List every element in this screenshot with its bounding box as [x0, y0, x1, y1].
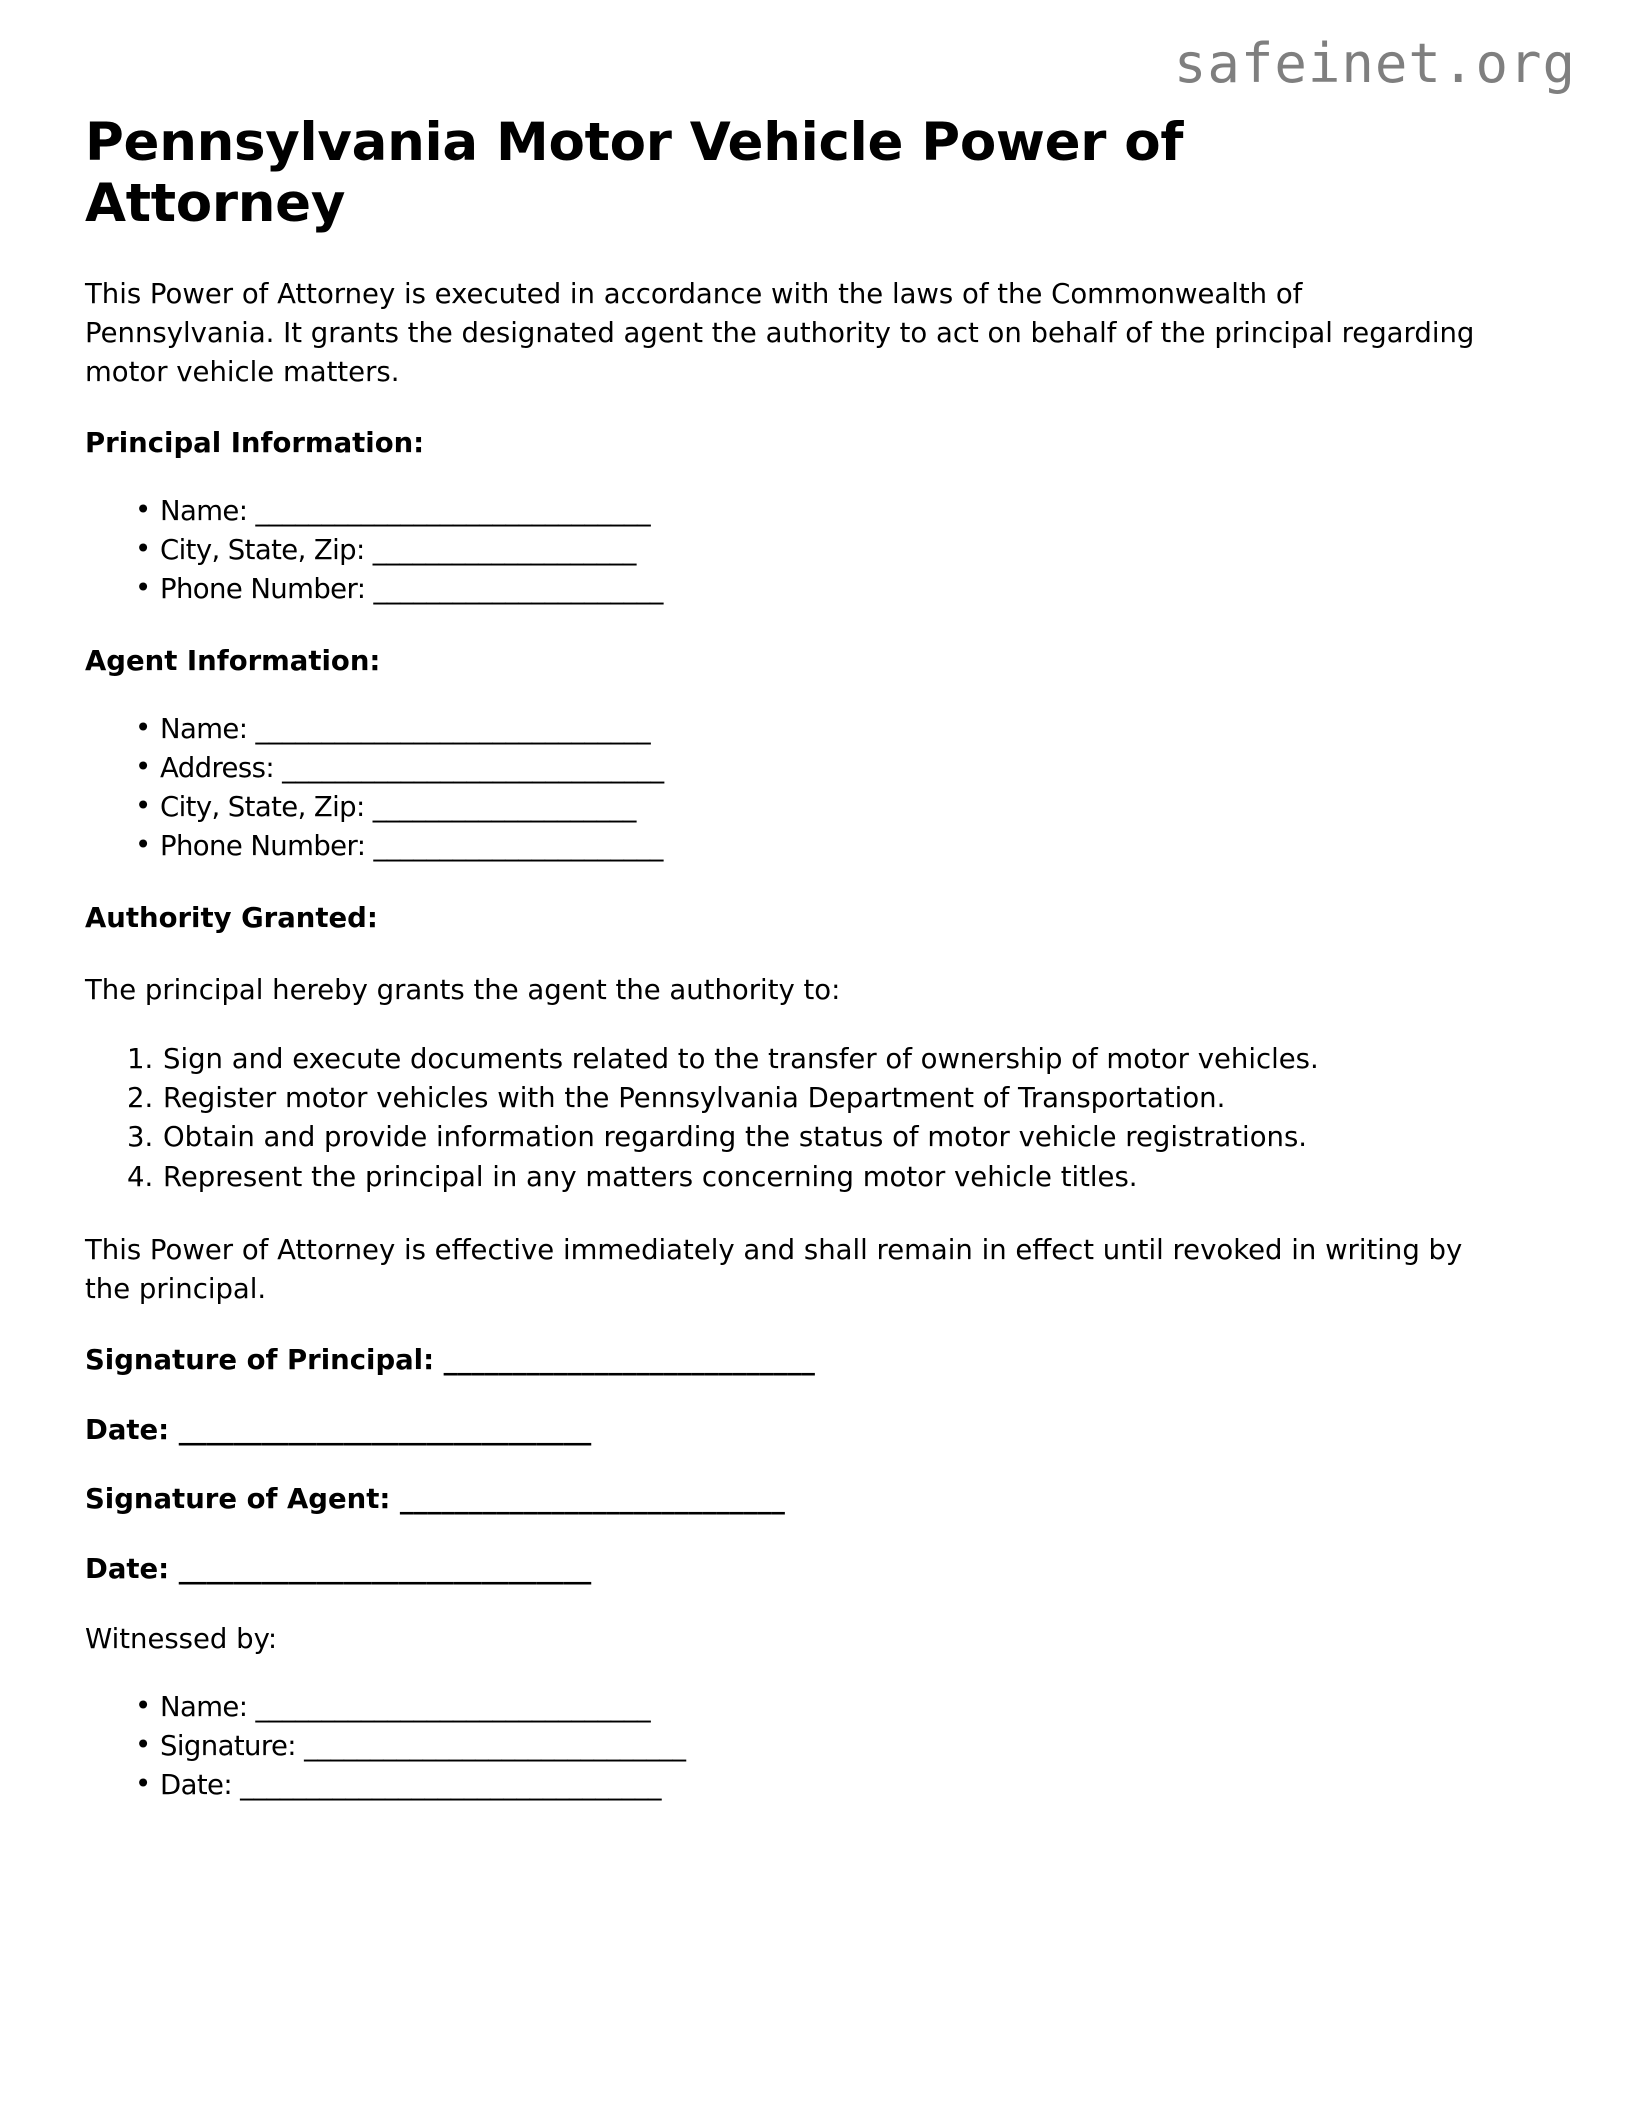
- section-heading-agent: Agent Information:: [85, 644, 381, 677]
- list-item[interactable]: [85, 1727, 1555, 1766]
- spacer: [85, 392, 1555, 426]
- page-title: Pennsylvania Motor Vehicle Power of Attorney: [85, 112, 1184, 235]
- spacer: [85, 1448, 1555, 1482]
- intro-paragraph: This Power of Attorney is executed in accordance with the laws of the Commonwealth of Pennsylvania. It grants the designated agent the authority to act on behalf of the principal regarding motor vehicle matters.: [85, 277, 1475, 389]
- list-item[interactable]: [85, 749, 1555, 788]
- spacer: [85, 235, 1555, 275]
- list-item[interactable]: [85, 788, 1555, 827]
- list-item[interactable]: [85, 1766, 1555, 1805]
- watermark-safeinet: safeinet.org: [1173, 32, 1576, 95]
- authority-item-1: Sign and execute documents related to the transfer of ownership of motor vehicles.: [163, 1042, 1319, 1075]
- list-item[interactable]: [85, 570, 1555, 609]
- authority-item-2: Register motor vehicles with the Pennsylvania Department of Transportation.: [163, 1081, 1226, 1114]
- list-item: [85, 1040, 1555, 1079]
- list-item[interactable]: [85, 710, 1555, 749]
- section-heading-authority: Authority Granted:: [85, 901, 378, 934]
- principal-phone-field: Phone Number: ______________________: [160, 573, 663, 606]
- spacer: [85, 1588, 1555, 1622]
- list-item[interactable]: [85, 492, 1555, 531]
- witness-field-list: [85, 1688, 1555, 1806]
- spacer: [85, 1309, 1555, 1343]
- document-content: [85, 0, 1555, 1806]
- effective-clause-paragraph: This Power of Attorney is effective immediately and shall remain in effect until revoked in writing by the principal.: [85, 1233, 1463, 1305]
- section-heading-principal: Principal Information:: [85, 427, 425, 460]
- agent-name-field: Name: ______________________________: [160, 712, 651, 745]
- spacer: [85, 462, 1555, 492]
- spacer: [85, 1379, 1555, 1413]
- spacer: [85, 1518, 1555, 1552]
- principal-date-line[interactable]: Date: ______________________________: [85, 1413, 592, 1446]
- agent-phone-field: Phone Number: ______________________: [160, 830, 663, 863]
- list-item[interactable]: [85, 531, 1555, 570]
- list-item: [85, 1118, 1555, 1157]
- spacer: [85, 1658, 1555, 1688]
- list-item: [85, 1079, 1555, 1118]
- agent-date-line[interactable]: Date: ______________________________: [85, 1553, 592, 1586]
- witness-name-field: Name: ______________________________: [160, 1690, 651, 1723]
- principal-name-field: Name: ______________________________: [160, 494, 651, 527]
- principal-field-list: [85, 492, 1555, 610]
- agent-city-state-zip-field: City, State, Zip: ____________________: [160, 791, 636, 824]
- spacer: [85, 1010, 1555, 1040]
- list-item: [85, 1158, 1555, 1197]
- authority-granted-list: [85, 1040, 1555, 1197]
- spacer: [85, 937, 1555, 971]
- spacer: [85, 680, 1555, 710]
- signature-of-principal-line[interactable]: Signature of Principal: ___________________________: [85, 1343, 815, 1376]
- spacer: [85, 1197, 1555, 1231]
- witnessed-by-label: Witnessed by:: [85, 1622, 278, 1655]
- signature-of-agent-line[interactable]: Signature of Agent: ____________________________: [85, 1483, 785, 1516]
- list-item[interactable]: [85, 1688, 1555, 1727]
- agent-field-list: [85, 710, 1555, 867]
- authority-item-4: Represent the principal in any matters concerning motor vehicle titles.: [163, 1160, 1138, 1193]
- authority-lead-text: The principal hereby grants the agent the authority to:: [85, 973, 841, 1006]
- spacer: [85, 610, 1555, 644]
- witness-signature-field: Signature: _____________________________: [160, 1729, 686, 1762]
- authority-item-3: Obtain and provide information regarding the status of motor vehicle registrations.: [163, 1121, 1308, 1154]
- list-item[interactable]: [85, 827, 1555, 866]
- witness-date-field: Date: ________________________________: [160, 1769, 661, 1802]
- agent-address-field: Address: _____________________________: [160, 751, 664, 784]
- principal-city-state-zip-field: City, State, Zip: ____________________: [160, 534, 636, 567]
- spacer: [85, 867, 1555, 901]
